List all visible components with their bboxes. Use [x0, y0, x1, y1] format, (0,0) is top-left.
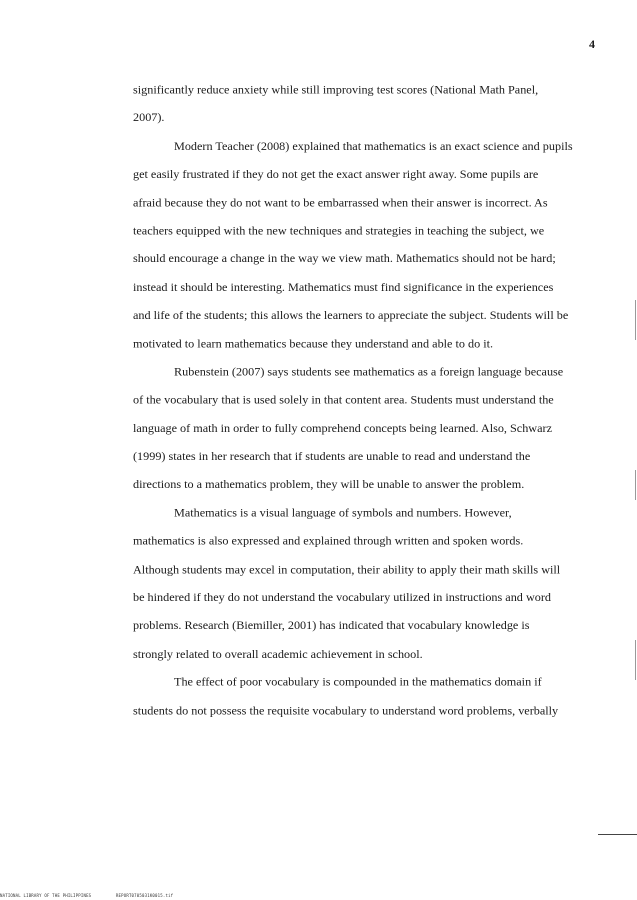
text-line: and life of the students; this allows the learners to appreciate the subject. Students will be — [133, 308, 569, 322]
scan-edge-line — [598, 834, 637, 835]
scan-margin-mark — [635, 300, 636, 340]
document-body — [133, 76, 603, 725]
paragraph — [133, 499, 603, 668]
text-line: Modern Teacher (2008) explained that mathematics is an exact science and pupils — [174, 139, 573, 153]
text-line: (1999) states in her research that if students are unable to read and understand the — [133, 449, 531, 463]
text-line: mathematics is also expressed and explained through written and spoken words. — [133, 534, 524, 548]
scan-margin-mark — [635, 640, 636, 680]
text-line: get easily frustrated if they do not get the exact answer right away. Some pupils are — [133, 167, 539, 181]
text-line: 2007). — [133, 110, 165, 125]
text-line: Although students may excel in computation, their ability to apply their math skills will — [133, 562, 561, 576]
text-line: motivated to learn mathematics because they understand and able to do it. — [133, 336, 494, 351]
text-line: The effect of poor vocabulary is compounded in the mathematics domain if — [174, 675, 542, 689]
text-line: Mathematics is a visual language of symbols and numbers. However, — [174, 505, 512, 520]
scan-footer — [0, 893, 173, 898]
text-line: significantly reduce anxiety while still improving test scores (National Math Panel, — [133, 82, 539, 97]
text-line: students do not possess the requisite vocabulary to understand word problems, verbally — [133, 703, 559, 717]
text-line: afraid because they do not want to be embarrassed when their answer is incorrect. As — [133, 195, 548, 210]
text-line: directions to a mathematics problem, they will be unable to answer the problem. — [133, 477, 525, 492]
text-line: instead it should be interesting. Mathematics must find significance in the experiences — [133, 280, 554, 294]
paragraph — [133, 669, 603, 725]
text-line: Rubenstein (2007) says students see mathematics as a foreign language because — [174, 364, 564, 379]
text-line: teachers equipped with the new techniques and strategies in teaching the subject, we — [133, 223, 545, 238]
scan-margin-mark — [635, 470, 636, 500]
footer-library: NATIONAL LIBRARY OF THE PHILIPPINES — [0, 893, 92, 898]
footer-filename: REPORT0705031K0015.tif — [115, 893, 174, 898]
paragraph — [133, 358, 603, 499]
text-line: of the vocabulary that is used solely in that content area. Students must understand the — [133, 393, 554, 407]
text-line: strongly related to overall academic achievement in school. — [133, 647, 423, 661]
text-line: language of math in order to fully comprehend concepts being learned. Also, Schwarz — [133, 421, 552, 435]
text-line: be hindered if they do not understand the vocabulary utilized in instructions and word — [133, 590, 551, 605]
text-line: should encourage a change in the way we view math. Mathematics should not be hard; — [133, 252, 556, 266]
text-line: problems. Research (Biemiller, 2001) has indicated that vocabulary knowledge is — [133, 618, 530, 633]
paragraph — [133, 76, 603, 132]
page-number: 4 — [589, 37, 595, 51]
paragraph — [133, 132, 603, 358]
